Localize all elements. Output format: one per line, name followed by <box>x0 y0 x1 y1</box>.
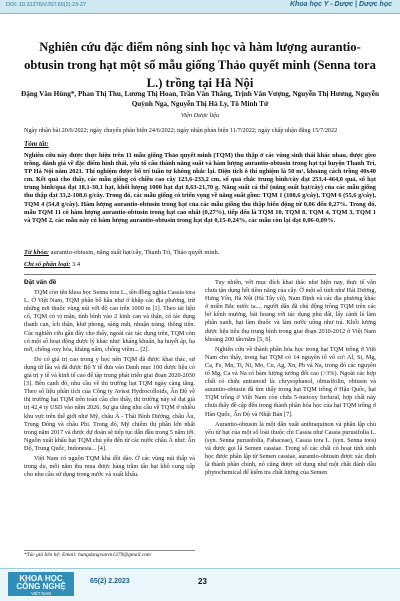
body-paragraph: Việt Nam có nguồn TQM khá dồi dào. Ở các vùng núi thấp và trung du, mỗi năm thu mua được hàng trăm tấn hạt khô cung cấp cho nhu cầu sử dụng trong nước và xuất khẩu. <box>24 454 195 479</box>
top-header-bar <box>0 0 400 14</box>
author-list: Đặng Văn Hùng*, Phan Thị Thu, Lương Thị Hoan, Trần Văn Thắng, Trịnh Văn Vượng, Nguyễn Thị Hương, Nguyễn Quỳnh Nga, Nguyễn Thị Hà Ly, Tô Minh Tứ <box>21 90 379 108</box>
keywords-label: Từ khóa: <box>24 249 50 256</box>
body-paragraph: Tuy nhiên, với mục đích khai thác như hiện nay, thực tế vẫn chưa tận dụng hết tiềm năng của cây. Ở một số tỉnh như Hải Dương, Hưng Yên, Hà Nội (Hà Tây cũ), Nam Định và các địa phương khác ở miền Bắc nước ta..., người dân đã chủ động trồng TQM trên các bờ kênh mương, bãi hoang với tác dụng phủ đất, lấy cành lá làm phân xanh, hạt làm thuốc và làm nước uống như trà. Khối lượng dược liệu tiêu thụ trung bình trong giai đoạn 2010-2012 ở Việt Nam khoảng 200 tấn/năm [5, 6]. <box>205 279 376 343</box>
body-paragraph: Nghiên cứu về thành phần hóa học trong hạt TQM trồng ở Việt Nam cho thấy, trong hạt TQM có 14 nguyên tố vô cơ: Al, Si, Mg, Ca, Fe, Mn, Ti, Ni, Mo, Cu, Ag, Xn, Pb và Na, trong đó các nguyên tố Mg, Ca và Na có hàm lượng tương đối cao (>3%). Ngoài các hợp chất có chứa antranoid là: chrysophanol, obtusifolin, obtusin và aurantio-obtusin đã tìm thấy trong hạt TQM trồng ở Hậu Quốc, hạt TQM trồng ở Việt Nam còn chứa 5-metoxy furfural, hợp chất này chưa thấy đề cập đến trong thành phần hóa học của hạt TQM trồng ở Hàn Quốc, Ấn Độ và Nhật Bản [7]. <box>205 345 376 418</box>
article-title: Nghiên cứu đặc điểm nông sinh học và hàm lượng aurantio-obtusin trong hạt một số mẫu giống Thảo quyết minh (Senna tora L.) trồng tại Hà Nội <box>24 40 376 90</box>
section-divider <box>24 274 376 275</box>
body-paragraph: Do có giá trị cao trong y học nên TQM đã được khai thác, sử dụng từ lâu và đã được Bộ Y tế đưa vào Danh mục 100 dược liệu có giá trị y tế và kinh tế cao để tập trung phát triển giai đoạn 2020-2030 [3]. Bên cạnh đó, nhu cầu về thị trường hạt TQM ngày càng tăng. Theo số liệu phân tích của Công ty Avisst Hydrocolloids, Ấn Độ về thị trường hạt TQM trên toàn cầu cho thấy, thị trường này sẽ đạt giá trị 42,4 tỷ USD vào năm 2026. Sự gia tăng nhu cầu về TQM ở nhiều khu vực trên thế giới như Mỹ, châu Á - Thái Bình Dương, châu Âu, Trung Đông và châu Phi. Trong đó, Mỹ chiếm thị phần lớn nhất trong năm 2017 và được dự đoán sẽ tiếp tục dẫn đầu trong 5 năm tới. Nguồn xuất khẩu hạt TQM chủ yếu đến từ các nước châu Á như: Ấn Độ, Trung Quốc, Indonesia... [4]. <box>24 355 195 452</box>
body-column-left <box>24 279 195 481</box>
logo-sub-text: VIỆT NAM <box>31 591 51 596</box>
intro-heading: Đặt vấn đề <box>24 279 57 286</box>
corresponding-author-footnote: *Tác giả liên hệ: Email: hungdangvanvn1379@gmail.com <box>24 550 195 558</box>
journal-logo <box>8 572 74 596</box>
keywords <box>24 249 376 256</box>
body-paragraph: TQM còn tên khoa học Senna tora L., tên đồng nghĩa Cassia tora L. Ở Việt Nam, TQM phân bố hầu như ở khắp các địa phương, trừ những nơi thuộc vùng núi với độ cao trên 1000 m [1]. Theo tài liệu cổ, TQM có vị mặn, tính bình vào 2 kinh can và thận, có tác dụng thanh can, ích thận, khử phong, sáng mắt, nhuận tràng, thông tiện. Các nghiên cứu gần đây cho thấy, ngoài các tác dụng trên, TQM còn có một số hoạt động dược lý khác như: kháng khuẩn, hạ huyết áp, hạ mỡ, chống oxy hóa, kháng nấm, chống viêm... [2]. <box>24 289 195 353</box>
page-number: 23 <box>198 577 207 586</box>
keywords-text: aurantio-obtusin, năng suất hạt/cây, Thanh Trì, Thảo quyết minh. <box>50 249 220 256</box>
affiliation: Viện Dược liệu <box>180 112 220 119</box>
classification-value: 3.4 <box>72 261 81 268</box>
classification-label: Chỉ số phân loại: <box>24 261 71 268</box>
summary-text: Nghiên cứu này được thực hiện trên 11 mẫu giống Thảo quyết minh (TQM) thu thập ở các vùng sinh thái khác nhau, được gieo trồng, đánh giá về đặc điểm hình thái, yếu tố cấu thành năng suất và hàm lượng aurantio-obtusin trong hạt tại huyện Thanh Trì, TP Hà Nội năm 2021. Thí nghiệm được bố trí tuần tự không nhắc lại. Diện tích ô thí nghiệm là 50 m², khoảng cách trồng 40x40 cm. Kết quả cho thấy, các mẫu giống có chiều cao cây 123,6-233,2 cm, số quả chắc trung bình/cây đạt 253,4-464,0 quả, số hạt trung bình/quả đạt 18,1-30,1 hạt, khối lượng 1000 hạt đạt 8,63-21,70 g. Năng suất cá thể (năng suất hạt/cây) của các mẫu giống thu thập đạt 33,2-108,6 g/cây. Trong đó, các mẫu giống có triển vọng về năng suất gồm: TQM 1 (108,6 g/cây), TQM 6 (55,6 g/cây), TQM 4 (54,8 g/cây). Hàm lượng aurantio-obtusin trong hạt của các mẫu giống thu thập biến động từ 0,06 đến 0,27%. Trong đó, mẫu TQM 11 có hàm lượng aurantio-obtusin trong hạt cao nhất (0,27%), tiếp đến là TQM 10, TQM 8, TQM 4, TQM 3, TQM 1 và TQM 2, các mẫu này có hàm lượng aurantio-obtusin trong hạt đạt 0,15-0,24%, các mẫu còn lại đạt 0,06-0,09%. <box>24 152 376 224</box>
doi-label: DOI: 10.31276/VJST.65(2).23-27 <box>6 2 87 8</box>
submission-dates: Ngày nhận bài 20/6/2022; ngày chuyển phản biện 24/6/2022; ngày nhận phản biện 11/7/2022; ngày chấp nhận đăng 15/7/2022 <box>24 127 338 134</box>
logo-main-text: KHOA HỌC CÔNG NGHỆ <box>16 574 66 591</box>
summary-heading: Tóm tắt: <box>24 140 49 148</box>
body-paragraph: Aurantio-obtusin là một dẫn xuất anthraquinon và phân lập chủ yếu từ hạt của một số loài thuộc chi Cassia như Cassia purusifolia L. (syn. Senna purusifolia, Fabaceae), Cassia tora L. (syn. Senna tora) và được gọi là Semen cassiae. Trong số các chất có hoạt tính sinh học được phân lập từ Semen cassiae, aurantio-obtusin được xác định là thành phần chính, nó cũng được sử dụng như một chất đánh dấu phytochemical để kiểm tra chất lượng của Semen <box>205 420 376 477</box>
issue-label: 65(2) 2.2023 <box>90 578 130 585</box>
body-column-right <box>205 279 376 479</box>
section-label: Khoa học Y - Dược | Dược học <box>290 1 392 8</box>
classification <box>24 261 376 268</box>
